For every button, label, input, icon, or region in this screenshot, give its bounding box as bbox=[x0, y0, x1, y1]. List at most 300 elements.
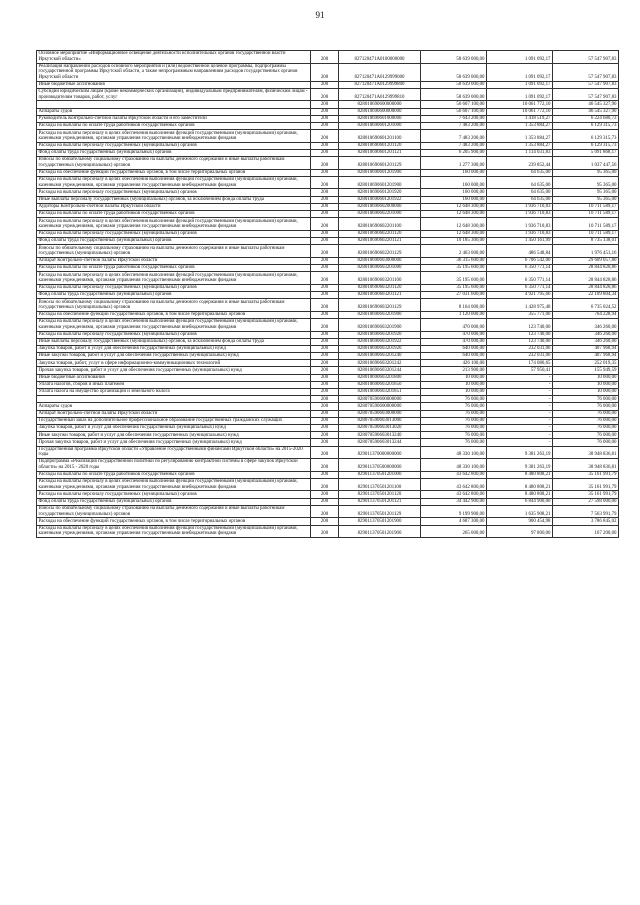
table-row bbox=[37, 211, 619, 218]
cell-name: Расходы на обеспечение функций государственных органов, в том числе территориальных органов bbox=[37, 169, 311, 176]
cell-v1: 76 000,00 bbox=[421, 403, 487, 410]
cell-v3: 35 161 991,79 bbox=[553, 478, 619, 491]
cell-code: 828010690603201240 bbox=[339, 353, 421, 360]
cell-name: Основное мероприятие «Информационное освещение деятельности исполнительных органов государственной власти Иркутской области» bbox=[37, 51, 311, 64]
cell-v1: 7 483 200,00 bbox=[421, 130, 487, 143]
table-row bbox=[37, 381, 619, 388]
cell-k: 200 bbox=[311, 478, 339, 491]
cell-code: 828010690603201920 bbox=[339, 331, 421, 338]
cell-v2: 123 740,00 bbox=[487, 331, 553, 338]
table-row bbox=[37, 417, 619, 424]
cell-v3: 76 000,00 bbox=[553, 396, 619, 403]
table-row bbox=[37, 284, 619, 291]
cell-name: Иные выплаты персоналу государственных (муниципальных) органов, за исключением фонда оплаты труда bbox=[37, 338, 311, 345]
cell-v2: 6 350 771,14 bbox=[487, 264, 553, 271]
table-row bbox=[37, 115, 619, 122]
cell-v3: 38 948 836,81 bbox=[553, 446, 619, 459]
table-row bbox=[37, 142, 619, 149]
cell-k: 200 bbox=[311, 122, 339, 129]
cell-v2: 8 480 808,21 bbox=[487, 491, 553, 498]
table-row bbox=[37, 189, 619, 196]
cell-name: Иные бюджетные ассигнования bbox=[37, 374, 311, 381]
cell-v3: 167 200,00 bbox=[553, 525, 619, 538]
cell-v1: 470 000,00 bbox=[421, 331, 487, 338]
table-row bbox=[37, 176, 619, 189]
cell-v1: 58 639 000,00 bbox=[421, 51, 487, 64]
cell-v2: 1 936 710,83 bbox=[487, 218, 553, 231]
cell-name: Расходы на выплаты персоналу государственных (муниципальных) органов bbox=[37, 331, 311, 338]
cell-v2: 4 921 795,66 bbox=[487, 291, 553, 298]
cell-name: Закупка товаров, работ и услуг для обеспечения государственных (муниципальных) нужд bbox=[37, 345, 311, 352]
table-row bbox=[37, 88, 619, 101]
cell-code: 828010690603201244 bbox=[339, 367, 421, 374]
cell-v1: 160 000,00 bbox=[421, 189, 487, 196]
cell-name: Иные выплаты персоналу государственных (муниципальных) органов, за исключением фонда оплаты труда bbox=[37, 196, 311, 203]
cell-name: Расходы на обеспечение функций государственных органов, в том числе территориальных органов bbox=[37, 311, 311, 318]
cell-name: Расходы на выплаты персоналу государственных (муниципальных) органов bbox=[37, 491, 311, 498]
cell-v3: 57 547 907,83 bbox=[553, 88, 619, 101]
cell-v1: 36 315 600,00 bbox=[421, 257, 487, 264]
cell-k: 200 bbox=[311, 196, 339, 203]
cell-k: 200 bbox=[311, 525, 339, 538]
cell-v2: 1 353 884,27 bbox=[487, 122, 553, 129]
cell-v3: 95 365,00 bbox=[553, 176, 619, 189]
cell-name: Закупка товаров, работ и услуг для обеспечения государственных (муниципальных) нужд bbox=[37, 424, 311, 431]
cell-k: 200 bbox=[311, 63, 339, 81]
table-row bbox=[37, 299, 619, 312]
cell-name: Расходы на выплаты персоналу в целях обеспечения выполнения функций государственными (муниципальными) органами, казенными учреждениями, органами управления государственными внебюджетными фондами bbox=[37, 176, 311, 189]
cell-k: 200 bbox=[311, 353, 339, 360]
cell-k: 200 bbox=[311, 81, 339, 88]
cell-name: Расходы на выплаты персоналу в целях обеспечения выполнения функций государственными (муниципальными) органами, казенными учреждениями, органами управления государственными внебюджетными фондами bbox=[37, 525, 311, 538]
cell-code: 828010690603000000 bbox=[339, 257, 421, 264]
cell-v3: 6 129 315,73 bbox=[553, 130, 619, 143]
cell-v3: 76 000,00 bbox=[553, 410, 619, 417]
table-row bbox=[37, 389, 619, 396]
cell-v1: 58 639 000,00 bbox=[421, 81, 487, 88]
cell-k: 200 bbox=[311, 238, 339, 245]
cell-name: Расходы на выплаты персоналу в целях обеспечения выполнения функций государственными (муниципальными) органами, казенными учреждениями, органами управления государственными внебюджетными фондами bbox=[37, 130, 311, 143]
cell-v2: 6 350 771,14 bbox=[487, 272, 553, 285]
cell-v2: 232 031,06 bbox=[487, 345, 553, 352]
table-row bbox=[37, 257, 619, 264]
cell-v2: 1 353 884,27 bbox=[487, 142, 553, 149]
table-row bbox=[37, 396, 619, 403]
cell-code: 829011370501201900 bbox=[339, 518, 421, 525]
cell-k: 200 bbox=[311, 218, 339, 231]
cell-code: 827120471A0129999800 bbox=[339, 81, 421, 88]
cell-k: 200 bbox=[311, 439, 339, 446]
cell-k: 200 bbox=[311, 272, 339, 285]
cell-v1: 76 000,00 bbox=[421, 396, 487, 403]
cell-v3: 38 948 836,81 bbox=[553, 459, 619, 472]
cell-v3: 27 598 000,00 bbox=[553, 498, 619, 505]
cell-code: 829011370501201129 bbox=[339, 505, 421, 518]
table-row bbox=[37, 101, 619, 108]
cell-code: 829011370501201900 bbox=[339, 525, 421, 538]
cell-code: 829011370501201120 bbox=[339, 491, 421, 498]
cell-v3: 10 711 589,17 bbox=[553, 218, 619, 231]
table-row bbox=[37, 331, 619, 338]
cell-code: 829011370501201121 bbox=[339, 498, 421, 505]
cell-v2: 6 706 542,00 bbox=[487, 257, 553, 264]
cell-name: Расходы на выплаты по оплате труда работников государственных органов bbox=[37, 471, 311, 478]
cell-v3: 95 365,00 bbox=[553, 169, 619, 176]
cell-v2: 64 635,00 bbox=[487, 196, 553, 203]
cell-code: 828010690603201851 bbox=[339, 389, 421, 396]
table-row bbox=[37, 424, 619, 431]
cell-v1: 470 000,00 bbox=[421, 318, 487, 331]
cell-k: 200 bbox=[311, 142, 339, 149]
cell-v2: 1 114 031,83 bbox=[487, 149, 553, 156]
cell-v3: 1 976 451,16 bbox=[553, 245, 619, 258]
cell-name: Государственная программа Иркутской области «Управление государственными финансами Иркутской области» на 2015-2020 годы bbox=[37, 446, 311, 459]
cell-code: 828010690602201129 bbox=[339, 245, 421, 258]
cell-name: Взносы по обязательному социальному страхованию на выплаты денежного содержания и иные выплаты работникам государственных (муниципальных) органов bbox=[37, 299, 311, 312]
table-row bbox=[37, 63, 619, 81]
cell-v2: 900 454,98 bbox=[487, 518, 553, 525]
cell-v2: 9 381 263,19 bbox=[487, 446, 553, 459]
cell-k: 200 bbox=[311, 108, 339, 115]
cell-v3: 28 844 828,86 bbox=[553, 264, 619, 271]
cell-name: Аппараты судов bbox=[37, 403, 311, 410]
cell-v1: 4 687 300,00 bbox=[421, 518, 487, 525]
table-row bbox=[37, 196, 619, 203]
cell-v1: 7 483 200,00 bbox=[421, 122, 487, 129]
cell-code: 828010690600000000 bbox=[339, 101, 421, 108]
cell-k: 200 bbox=[311, 189, 339, 196]
cell-v1: 56 607 100,00 bbox=[421, 108, 487, 115]
cell-v2: 8 480 808,21 bbox=[487, 471, 553, 478]
cell-code: 829011370501201100 bbox=[339, 478, 421, 491]
cell-code: 828010690603201850 bbox=[339, 381, 421, 388]
cell-name bbox=[37, 396, 311, 403]
cell-v2: 57 950,41 bbox=[487, 367, 553, 374]
cell-v3: 3 786 845,02 bbox=[553, 518, 619, 525]
cell-v1: 160 000,00 bbox=[421, 169, 487, 176]
cell-code: 828010690603201242 bbox=[339, 360, 421, 367]
table-row bbox=[37, 360, 619, 367]
cell-v1: 7 643 200,00 bbox=[421, 115, 487, 122]
cell-v1: 1 277 300,00 bbox=[421, 157, 487, 170]
cell-name: Реализация направлений расходов основного мероприятия и (или) ведомственной целевой программы, подпрограммы государственной программы Иркутской области, а также непрограммным направлениям расходов государственных органов Иркутской области bbox=[37, 63, 311, 81]
cell-v1: 9 199 900,00 bbox=[421, 505, 487, 518]
cell-k: 200 bbox=[311, 374, 339, 381]
table-row bbox=[37, 446, 619, 459]
cell-v1: 640 000,00 bbox=[421, 353, 487, 360]
cell-v1: 10 000,00 bbox=[421, 374, 487, 381]
cell-k: 200 bbox=[311, 291, 339, 298]
cell-name: Расходы на выплаты по оплате труда работников государственных органов bbox=[37, 211, 311, 218]
cell-name: Расходы на выплаты персоналу государственных (муниципальных) органов bbox=[37, 189, 311, 196]
cell-v2: 10 061 772,10 bbox=[487, 101, 553, 108]
table-row bbox=[37, 345, 619, 352]
cell-v3: 76 000,00 bbox=[553, 432, 619, 439]
cell-name: Расходы на выплаты персоналу государственных (муниципальных) органов bbox=[37, 284, 311, 291]
cell-v1: 35 195 600,00 bbox=[421, 264, 487, 271]
cell-code: 828010690600000000 bbox=[339, 108, 421, 115]
cell-v3: 76 000,00 bbox=[553, 403, 619, 410]
cell-name: Прочая закупка товаров, работ и услуг для обеспечения государственных (муниципальных) нужд bbox=[37, 439, 311, 446]
table-row bbox=[37, 498, 619, 505]
cell-v1: 2 463 000,00 bbox=[421, 245, 487, 258]
cell-code: 828070590603013000 bbox=[339, 417, 421, 424]
cell-v3: 35 161 991,79 bbox=[553, 471, 619, 478]
cell-code: 829011370000000000 bbox=[339, 446, 421, 459]
cell-k: 200 bbox=[311, 245, 339, 258]
cell-code: 828010690603201900 bbox=[339, 311, 421, 318]
cell-v3: 10 711 589,17 bbox=[553, 211, 619, 218]
cell-v1: 43 642 800,00 bbox=[421, 471, 487, 478]
cell-v1: 27 031 600,00 bbox=[421, 291, 487, 298]
cell-name: Расходы на выплаты персоналу в целях обеспечения выполнения функций государственными (муниципальными) органами, казенными учреждениями, органами управления государственными внебюджетными фондами bbox=[37, 218, 311, 231]
cell-v1: 213 900,00 bbox=[421, 367, 487, 374]
cell-name: Уплата налогов, сборов и иных платежей bbox=[37, 381, 311, 388]
cell-v2: 1 936 710,83 bbox=[487, 230, 553, 237]
table-row bbox=[37, 149, 619, 156]
cell-v3: 10 711 589,17 bbox=[553, 203, 619, 210]
cell-code: 828010690601201129 bbox=[339, 157, 421, 170]
cell-name: Расходы на выплаты персоналу в целях обеспечения выполнения функций государственными (муниципальными) органами, казенными учреждениями, органами управления государственными внебюджетными фондами bbox=[37, 272, 311, 285]
cell-k: 200 bbox=[311, 130, 339, 143]
cell-code: 828010690603201000 bbox=[339, 264, 421, 271]
table-row bbox=[37, 432, 619, 439]
cell-v3: 57 547 907,83 bbox=[553, 81, 619, 88]
cell-code: 828010690603201129 bbox=[339, 299, 421, 312]
cell-v1: 34 442 900,00 bbox=[421, 498, 487, 505]
cell-v2: 1 091 092,17 bbox=[487, 88, 553, 101]
cell-v1: 76 000,00 bbox=[421, 424, 487, 431]
cell-v3: 346 260,00 bbox=[553, 318, 619, 331]
cell-code: 828010690601201920 bbox=[339, 189, 421, 196]
cell-code: 828070590600000000 bbox=[339, 403, 421, 410]
cell-v2: 6 844 900,00 bbox=[487, 498, 553, 505]
cell-v2: 10 061 772,10 bbox=[487, 108, 553, 115]
table-row bbox=[37, 367, 619, 374]
cell-v2: 64 635,00 bbox=[487, 176, 553, 189]
table-row bbox=[37, 81, 619, 88]
cell-v1: 8 164 000,00 bbox=[421, 299, 487, 312]
cell-k: 200 bbox=[311, 505, 339, 518]
cell-code: 828010690601201100 bbox=[339, 130, 421, 143]
cell-v3: 29 609 057,80 bbox=[553, 257, 619, 264]
cell-code: 828010690602201120 bbox=[339, 230, 421, 237]
cell-code: 828010690603201121 bbox=[339, 291, 421, 298]
cell-v3: 28 844 828,86 bbox=[553, 272, 619, 285]
cell-v3: 1 037 447,56 bbox=[553, 157, 619, 170]
cell-name: Субсидии юридическим лицам (кроме некоммерческих организаций), индивидуальным предпринимателям, физическим лицам - производителям товаров, работ, услуг bbox=[37, 88, 311, 101]
cell-v3: 10 000,00 bbox=[553, 374, 619, 381]
cell-name bbox=[37, 101, 311, 108]
cell-v2: 232 031,06 bbox=[487, 353, 553, 360]
cell-k: 200 bbox=[311, 498, 339, 505]
table-row bbox=[37, 471, 619, 478]
cell-code: 828010690601201121 bbox=[339, 149, 421, 156]
table-row bbox=[37, 439, 619, 446]
cell-name: Уплата налога на имущество организаций и земельного налога bbox=[37, 389, 311, 396]
cell-v3: 346 260,00 bbox=[553, 338, 619, 345]
cell-v3: 10 711 589,17 bbox=[553, 230, 619, 237]
cell-v1: 76 000,00 bbox=[421, 432, 487, 439]
cell-k: 200 bbox=[311, 157, 339, 170]
budget-table bbox=[36, 50, 619, 538]
cell-v1: 12 648 300,00 bbox=[421, 230, 487, 237]
cell-v2: 1 428 975,48 bbox=[487, 299, 553, 312]
cell-code: 829011370500000000 bbox=[339, 459, 421, 472]
cell-name: Расходы на выплаты персоналу в целях обеспечения выполнения функций государственными (муниципальными) органами, казенными учреждениями, органами управления государственными внебюджетными фондами bbox=[37, 478, 311, 491]
cell-v1: 160 000,00 bbox=[421, 176, 487, 189]
cell-v2: 355 771,06 bbox=[487, 311, 553, 318]
cell-v1: 10 000,00 bbox=[421, 381, 487, 388]
cell-v1: 7 483 200,00 bbox=[421, 142, 487, 149]
cell-v1: 12 648 300,00 bbox=[421, 203, 487, 210]
cell-v1: 640 000,00 bbox=[421, 345, 487, 352]
cell-v3: 407 968,94 bbox=[553, 345, 619, 352]
cell-v2: - bbox=[487, 374, 553, 381]
cell-v2: - bbox=[487, 410, 553, 417]
table-row bbox=[37, 318, 619, 331]
cell-code: 828070590603013240 bbox=[339, 432, 421, 439]
cell-v1: 48 330 100,00 bbox=[421, 459, 487, 472]
cell-name: Руководитель Контрольно-счетной палаты Иркутской области и его заместители bbox=[37, 115, 311, 122]
cell-v2: 1 936 710,83 bbox=[487, 211, 553, 218]
table-row bbox=[37, 491, 619, 498]
cell-v2: - bbox=[487, 439, 553, 446]
cell-name: Аудиторы Контрольно-счетной палаты Иркутской области bbox=[37, 203, 311, 210]
cell-v3: 7 563 991,79 bbox=[553, 505, 619, 518]
cell-code: 829011370501201000 bbox=[339, 471, 421, 478]
cell-v3: 35 161 991,79 bbox=[553, 491, 619, 498]
cell-v2: 6 350 771,14 bbox=[487, 284, 553, 291]
cell-v2: 123 740,00 bbox=[487, 318, 553, 331]
cell-k: 200 bbox=[311, 491, 339, 498]
cell-k: 200 bbox=[311, 318, 339, 331]
cell-code: 828010690601201120 bbox=[339, 142, 421, 149]
cell-v1: 43 642 800,00 bbox=[421, 491, 487, 498]
cell-name: Иные бюджетные ассигнования bbox=[37, 81, 311, 88]
table-row bbox=[37, 122, 619, 129]
cell-k: 200 bbox=[311, 446, 339, 459]
cell-k: 200 bbox=[311, 424, 339, 431]
table-row bbox=[37, 353, 619, 360]
table-row bbox=[37, 459, 619, 472]
cell-name: Расходы на выплаты персоналу государственных (муниципальных) органов bbox=[37, 142, 311, 149]
cell-v1: 12 648 300,00 bbox=[421, 211, 487, 218]
table-row bbox=[37, 478, 619, 491]
cell-v3: 8 735 138,01 bbox=[553, 238, 619, 245]
cell-v3: 6 129 315,73 bbox=[553, 122, 619, 129]
cell-v2: - bbox=[487, 381, 553, 388]
cell-v1: 56 607 100,00 bbox=[421, 101, 487, 108]
cell-k: 200 bbox=[311, 338, 339, 345]
cell-code: 828010690602201000 bbox=[339, 211, 421, 218]
cell-k: 200 bbox=[311, 211, 339, 218]
cell-v3: 5 091 868,17 bbox=[553, 149, 619, 156]
table-row bbox=[37, 272, 619, 285]
cell-code: 828010690603201100 bbox=[339, 272, 421, 285]
cell-code: 828010690601201900 bbox=[339, 169, 421, 176]
cell-k: 200 bbox=[311, 264, 339, 271]
cell-code: 828010690601201000 bbox=[339, 122, 421, 129]
cell-v3: 76 000,00 bbox=[553, 417, 619, 424]
cell-name: Государственный заказ на дополнительное профессиональное образование государственных гражданских служащих bbox=[37, 417, 311, 424]
cell-v2: - bbox=[487, 432, 553, 439]
cell-code: 828070590600000000 bbox=[339, 396, 421, 403]
cell-v3: 28 844 828,86 bbox=[553, 284, 619, 291]
cell-k: 200 bbox=[311, 299, 339, 312]
cell-name: Аппараты судов bbox=[37, 108, 311, 115]
cell-name: Иные закупки товаров, работ и услуг для обеспечения государственных (муниципальных) нужд bbox=[37, 353, 311, 360]
cell-code: 827120471A0129999810 bbox=[339, 88, 421, 101]
cell-name: Взносы по обязательному социальному страхованию на выплаты денежного содержания и иные выплаты работникам государственных (муниципальных) органов bbox=[37, 245, 311, 258]
cell-v2: - bbox=[487, 417, 553, 424]
cell-v2: 64 635,00 bbox=[487, 169, 553, 176]
cell-k: 200 bbox=[311, 176, 339, 189]
page-number: 91 bbox=[315, 10, 325, 20]
cell-k: 200 bbox=[311, 257, 339, 264]
cell-name: Взносы по обязательному социальному страхованию на выплаты денежного содержания и иные выплаты работникам государственных (муниципальных) органов bbox=[37, 505, 311, 518]
cell-v1: 160 000,00 bbox=[421, 196, 487, 203]
table-row bbox=[37, 238, 619, 245]
cell-name: Иные закупки товаров, работ и услуг для обеспечения государственных (муниципальных) нужд bbox=[37, 432, 311, 439]
cell-code: 827120471A0129999000 bbox=[339, 63, 421, 81]
table-row bbox=[37, 525, 619, 538]
cell-v1: 10 185 300,00 bbox=[421, 238, 487, 245]
cell-v2: 8 480 808,21 bbox=[487, 478, 553, 491]
cell-v1: 1 120 000,00 bbox=[421, 311, 487, 318]
table-row bbox=[37, 518, 619, 525]
cell-v3: 10 000,00 bbox=[553, 381, 619, 388]
cell-code: 828070590603013020 bbox=[339, 424, 421, 431]
cell-code: 828070590603000000 bbox=[339, 410, 421, 417]
cell-v3: 407 968,94 bbox=[553, 353, 619, 360]
cell-name: Фонд оплаты труда государственных (муниципальных) органов bbox=[37, 498, 311, 505]
cell-k: 200 bbox=[311, 115, 339, 122]
cell-k: 200 bbox=[311, 389, 339, 396]
cell-name: Взносы по обязательному социальному страхованию на выплаты денежного содержания и иные выплаты работникам государственных (муниципальных) органов bbox=[37, 157, 311, 170]
cell-v1: 35 195 600,00 bbox=[421, 284, 487, 291]
cell-v1: 48 330 100,00 bbox=[421, 446, 487, 459]
cell-k: 200 bbox=[311, 345, 339, 352]
cell-k: 200 bbox=[311, 459, 339, 472]
table-row bbox=[37, 203, 619, 210]
cell-code: 828010690601201922 bbox=[339, 196, 421, 203]
cell-v3: 22 109 804,34 bbox=[553, 291, 619, 298]
cell-v3: 6 735 024,52 bbox=[553, 299, 619, 312]
cell-v2: 1 353 884,27 bbox=[487, 130, 553, 143]
cell-code: 828010690602000000 bbox=[339, 203, 421, 210]
cell-k: 200 bbox=[311, 471, 339, 478]
cell-v1: 470 000,00 bbox=[421, 338, 487, 345]
cell-v3: 6 224 680,73 bbox=[553, 115, 619, 122]
cell-v1: 76 000,00 bbox=[421, 417, 487, 424]
cell-name: Прочая закупка товаров, работ и услуг для обеспечения государственных (муниципальных) нужд bbox=[37, 367, 311, 374]
cell-v2: 1 091 092,17 bbox=[487, 81, 553, 88]
cell-v1: 58 639 000,00 bbox=[421, 88, 487, 101]
budget-table-body bbox=[37, 51, 619, 538]
cell-v3: 95 365,00 bbox=[553, 196, 619, 203]
cell-k: 200 bbox=[311, 403, 339, 410]
cell-v3: 57 547 907,83 bbox=[553, 51, 619, 64]
cell-k: 200 bbox=[311, 417, 339, 424]
table-row bbox=[37, 403, 619, 410]
table-row bbox=[37, 245, 619, 258]
cell-v2: - bbox=[487, 389, 553, 396]
cell-name: Расходы на выплаты по оплате труда работников государственных органов bbox=[37, 122, 311, 129]
cell-name: Расходы на обеспечение функций государственных органов, в том числе территориальных органов bbox=[37, 518, 311, 525]
cell-v2: 9 381 263,19 bbox=[487, 459, 553, 472]
cell-v3: 10 000,00 bbox=[553, 389, 619, 396]
